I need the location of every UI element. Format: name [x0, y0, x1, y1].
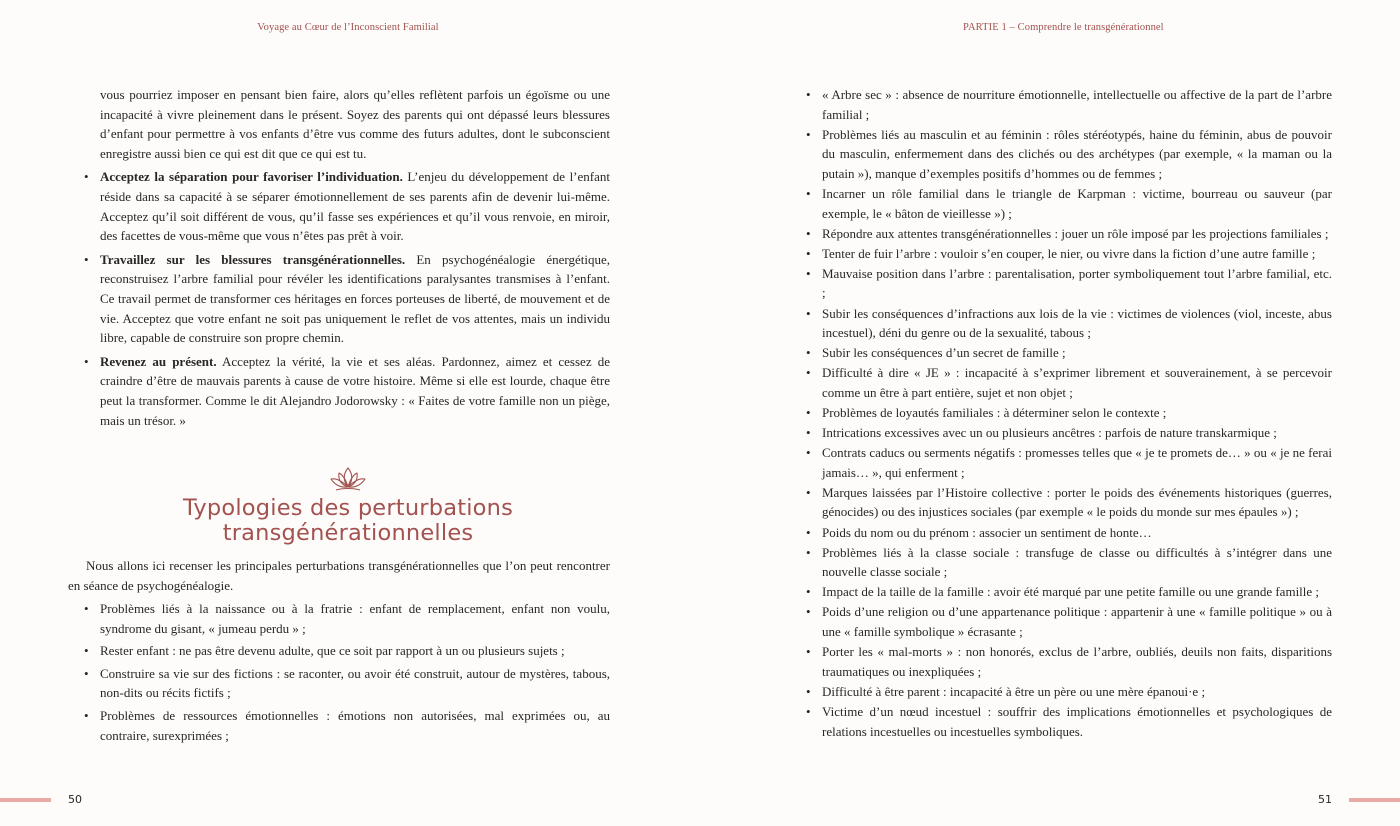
- page-number: 50: [68, 793, 82, 806]
- lotus-icon: [328, 465, 368, 493]
- list-item: • Problèmes liés à la classe sociale : transfuge de classe ou difficultés à s’intégrer dans une nouvelle classe sociale ;: [822, 543, 1332, 582]
- list-item: • Répondre aux attentes transgénérationnelles : jouer un rôle imposé par les projections familiales ;: [822, 224, 1332, 244]
- list-item: [100, 352, 610, 430]
- list-item: [100, 250, 610, 348]
- list-item: • Difficulté à être parent : incapacité à être un père ou une mère épanoui·e ;: [822, 682, 1332, 702]
- list-item: • Victime d’un nœud incestuel : souffrir des implications émotionnelles et psychologiques de relations incestuelles ou incestuelles symboliques.: [822, 702, 1332, 741]
- folio-bar: [0, 798, 51, 802]
- list-item: [100, 167, 610, 245]
- section-title-line: Typologies des perturbations: [182, 495, 514, 521]
- list-item: • Problèmes de ressources émotionnelles : émotions non autorisées, mal exprimées ou, au contraire, surexprimées ;: [100, 706, 610, 745]
- advice-text: En psychogénéalogie énergétique, reconstruisez l’arbre familial pour révéler les identifications paralysantes transmises à l’enfant. Ce travail permet de transformer ces héritages en forces porteuses de liberté, de mouvement et de vie. Acceptez que votre enfant ne soit pas uniquement le reflet de vos attentes, mais un individu libre, capable de construire son propre chemin.: [100, 251, 610, 346]
- continued-paragraph: vous pourriez imposer en pensant bien faire, alors qu’elles reflètent parfois un égoïsme ou une incapacité à vivre pleinement dans le présent. Soyez des parents qui ont dépassé leurs blessures d’enfant pour permettre à vos enfants d’être vus comme des futurs adultes, dont le subconscient enregistre aussi bien ce qui est dit que ce qui est tu.: [100, 87, 610, 161]
- list-item: • Contrats caducs ou serments négatifs : promesses telles que « je te promets de… » ou « je ne ferai jamais… », qui enferment ;: [822, 443, 1332, 482]
- advice-text: L’enjeu du développement de l’enfant réside dans sa capacité à se séparer émotionnellement de ses parents afin de devenir lui-même. Acceptez qu’il soit différent de vous, qu’il fasse ses expériences et qu’il vous renvoie, en miroir, des facettes de vous-même que vous n’êtes pas prêt à voir.: [100, 169, 610, 244]
- list-item: • Problèmes de loyautés familiales : à déterminer selon le contexte ;: [822, 403, 1332, 423]
- running-head-book-title: Voyage au Cœur de l’Inconscient Familial: [257, 22, 439, 33]
- list-item: • Construire sa vie sur des fictions : se raconter, ou avoir été construit, autour de mystères, tabous, non-dits ou récits fictifs ;: [100, 664, 610, 703]
- list-item: • Porter les « mal-morts » : non honorés, exclus de l’arbre, oubliés, deuils non faits, disparitions traumatiques ou inexpliquées ;: [822, 642, 1332, 681]
- list-item: • Intrications excessives avec un ou plusieurs ancêtres : parfois de nature transkarmique ;: [822, 423, 1332, 443]
- perturbations-list-right: [822, 85, 1332, 742]
- intro-paragraph: Nous allons ici recenser les principales perturbations transgénérationnelles que l’on peut rencontrer en séance de psychogénéalogie.: [68, 558, 610, 593]
- advice-lead: Travaillez sur les blessures transgénérationnelles.: [100, 251, 406, 267]
- perturbations-list-left: [100, 599, 610, 748]
- page-number: 51: [1318, 793, 1332, 806]
- list-item: • Marques laissées par l’Histoire collective : porter le poids des événements historiques (guerres, génocides) ou des injustices sociales (par exemple « le poids du monde sur mes épaules ») ;: [822, 483, 1332, 522]
- list-item: • Incarner un rôle familial dans le triangle de Karpman : victime, bourreau ou sauveur (par exemple, le « bâton de vieillesse ») ;: [822, 184, 1332, 223]
- list-item: • Tenter de fuir l’arbre : vouloir s’en couper, le nier, ou vivre dans la fiction d’une autre famille ;: [822, 244, 1332, 264]
- advice-list: [100, 167, 610, 430]
- list-item: • Problèmes liés au masculin et au féminin : rôles stéréotypés, haine du féminin, abus de pouvoir du masculin, enfermement dans des clichés ou des archétypes (par exemple, « la maman ou la putain »), manque d’exemples positifs d’hommes ou de femmes ;: [822, 125, 1332, 184]
- list-item: • Rester enfant : ne pas être devenu adulte, que ce soit par rapport à un ou plusieurs sujets ;: [100, 641, 610, 661]
- advice-lead: Revenez au présent.: [100, 353, 217, 369]
- advice-text: Acceptez la vérité, la vie et ses aléas. Pardonnez, aimez et cessez de craindre d’être de mauvais parents à cause de votre histoire. Même si elle est lourde, chaque être peut la transformer. Comme le dit Alejandro Jodorowsky : « Faites de votre famille non un piège, mais un trésor. »: [100, 353, 610, 428]
- advice-section: [100, 85, 610, 430]
- list-item: • Mauvaise position dans l’arbre : parentalisation, porter symboliquement tout l’arbre familial, etc. ;: [822, 264, 1332, 303]
- section-title: [120, 496, 576, 546]
- advice-lead: Acceptez la séparation pour favoriser l’individuation.: [100, 169, 403, 185]
- list-item: • Difficulté à dire « JE » : incapacité à s’exprimer librement et souverainement, à se percevoir comme un être à part entière, sujet et non objet ;: [822, 363, 1332, 402]
- list-item: • Problèmes liés à la naissance ou à la fratrie : enfant de remplacement, enfant non voulu, syndrome du gisant, « jumeau perdu » ;: [100, 599, 610, 638]
- right-page: [700, 0, 1400, 826]
- list-item: • Subir les conséquences d’infractions aux lois de la vie : victimes de violences (viol, inceste, abus incestuel), déni du genre ou de la sexualité, tabous ;: [822, 304, 1332, 343]
- list-item: • Poids d’une religion ou d’une appartenance politique : appartenir à une « famille politique » ou à une « famille symbolique » écrasante ;: [822, 602, 1332, 641]
- list-item: • Impact de la taille de la famille : avoir été marqué par une petite famille ou une grande famille ;: [822, 582, 1332, 602]
- running-head-part-title: PARTIE 1 – Comprendre le transgénérationnel: [963, 22, 1164, 33]
- folio-bar: [1349, 798, 1400, 802]
- list-item: • Subir les conséquences d’un secret de famille ;: [822, 343, 1332, 363]
- section-title-line: transgénérationnelles: [222, 520, 474, 546]
- list-item: • Poids du nom ou du prénom : associer un sentiment de honte…: [822, 523, 1332, 543]
- list-item: • « Arbre sec » : absence de nourriture émotionnelle, intellectuelle ou affective de la part de l’arbre familial ;: [822, 85, 1332, 124]
